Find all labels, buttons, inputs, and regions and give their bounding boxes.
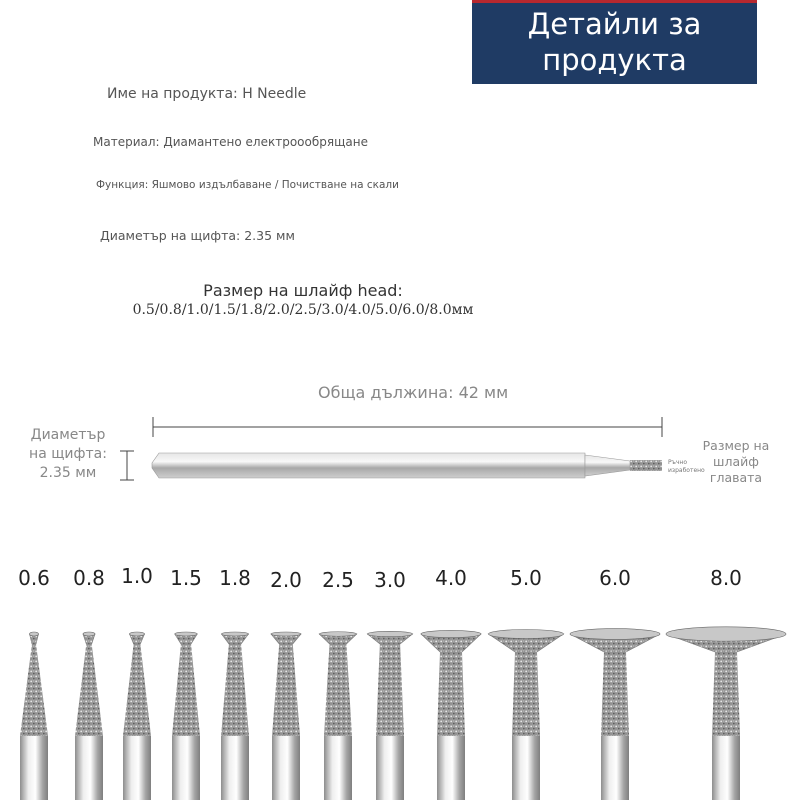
bur: [319, 632, 357, 800]
shank-label-line3: 2.35 мм: [39, 465, 97, 481]
bur-row: [20, 627, 786, 800]
bur-neck: [272, 644, 300, 736]
bur-shank: [437, 736, 465, 800]
head-size-title: Размер на шлайф head:: [203, 281, 403, 300]
bur-shank: [712, 736, 740, 800]
total-length-label: Обща дължина: 42 мм: [318, 383, 509, 402]
bur-neck: [75, 644, 103, 736]
head-size-list: 0.5/0.8/1.0/1.5/1.8/2.0/2.5/3.0/4.0/5.0/6.0/8.0мм: [132, 302, 474, 318]
head-size-label: [698, 438, 774, 486]
shank-label-line1: Диаметър: [30, 427, 106, 443]
shank-diameter-label: [18, 426, 118, 483]
bur-shank: [20, 736, 48, 800]
bur-neck: [437, 652, 465, 736]
product-function: Функция: Яшмово издълбаване / Почистване на скали: [96, 179, 399, 191]
bur-shank: [512, 736, 540, 800]
bur-head-top: [30, 632, 39, 636]
product-name: Име на продукта: H Needle: [107, 86, 307, 102]
single-bur-illustration: [152, 453, 662, 478]
product-material: Материал: Диамантено електроообрящане: [93, 135, 368, 149]
bur-shank: [75, 736, 103, 800]
bur: [368, 631, 413, 800]
bur-size-label: 1.0: [121, 564, 153, 588]
bur: [172, 632, 200, 800]
bur-size-label: 1.8: [219, 566, 251, 590]
shank-dimension-mark: [120, 451, 134, 480]
bur-neck: [512, 652, 540, 736]
bur-head-top: [175, 632, 198, 636]
bur-size-label: 3.0: [374, 568, 406, 592]
bur-size-label: 5.0: [510, 566, 542, 590]
bur-neck: [324, 644, 352, 736]
bur-size-label: 0.8: [73, 566, 105, 590]
bur-shank: [272, 736, 300, 800]
handmade-line2: изработено: [668, 467, 705, 474]
bur-shank: [324, 736, 352, 800]
banner-title-line1: Детайли за: [527, 7, 702, 41]
bur-size-label: 1.5: [170, 566, 202, 590]
bur-neck: [601, 652, 629, 736]
bur-head-top: [489, 630, 564, 639]
bur-neck: [712, 652, 740, 736]
bur: [221, 632, 249, 800]
bur-head-top: [368, 631, 413, 636]
bur-neck: [20, 644, 48, 736]
bur-size-label: 4.0: [435, 566, 467, 590]
bur-size-label: 0.6: [18, 566, 50, 590]
bur-neck: [376, 644, 404, 736]
bur-size-label: 2.0: [270, 568, 302, 592]
length-dimension-line: [153, 417, 662, 437]
bur-head-top: [570, 629, 660, 640]
handmade-line1: Ръчно: [668, 459, 687, 466]
bur-head-top: [222, 632, 249, 636]
bur-size-labels: [0, 566, 800, 600]
bur-neck: [221, 644, 249, 736]
bur: [666, 627, 786, 800]
product-shank-diameter: Диаметър на щифта: 2.35 мм: [100, 228, 295, 243]
shank-label-line2: на щифта:: [29, 446, 107, 462]
bur-shank: [376, 736, 404, 800]
bur-size-label: 2.5: [322, 568, 354, 592]
bur-head-top: [83, 632, 95, 636]
bur-size-label: 6.0: [599, 566, 631, 590]
bur-head-top: [271, 632, 301, 636]
banner-title-line2: продукта: [542, 43, 687, 77]
bur: [123, 632, 151, 800]
head-label-line3: главата: [709, 470, 763, 485]
bur-neck: [172, 644, 200, 736]
bur: [421, 630, 481, 800]
head-label-line2: шлайф: [713, 454, 759, 469]
bur-shank: [601, 736, 629, 800]
bur-head-top: [666, 627, 786, 641]
bur: [20, 632, 48, 800]
bur: [489, 630, 564, 800]
bur-shank: [221, 736, 249, 800]
bur: [570, 629, 660, 800]
bur-size-label: 8.0: [710, 566, 742, 590]
bur-shank: [123, 736, 151, 800]
bur: [271, 632, 301, 800]
bur-neck: [123, 644, 151, 736]
bur-shank: [172, 736, 200, 800]
bur: [75, 632, 103, 800]
bur-head-top: [319, 632, 357, 637]
bur-head-top: [421, 630, 481, 637]
bur-head-top: [130, 632, 145, 636]
head-label-line1: Размер на: [702, 438, 770, 453]
handmade-note: [668, 459, 705, 475]
